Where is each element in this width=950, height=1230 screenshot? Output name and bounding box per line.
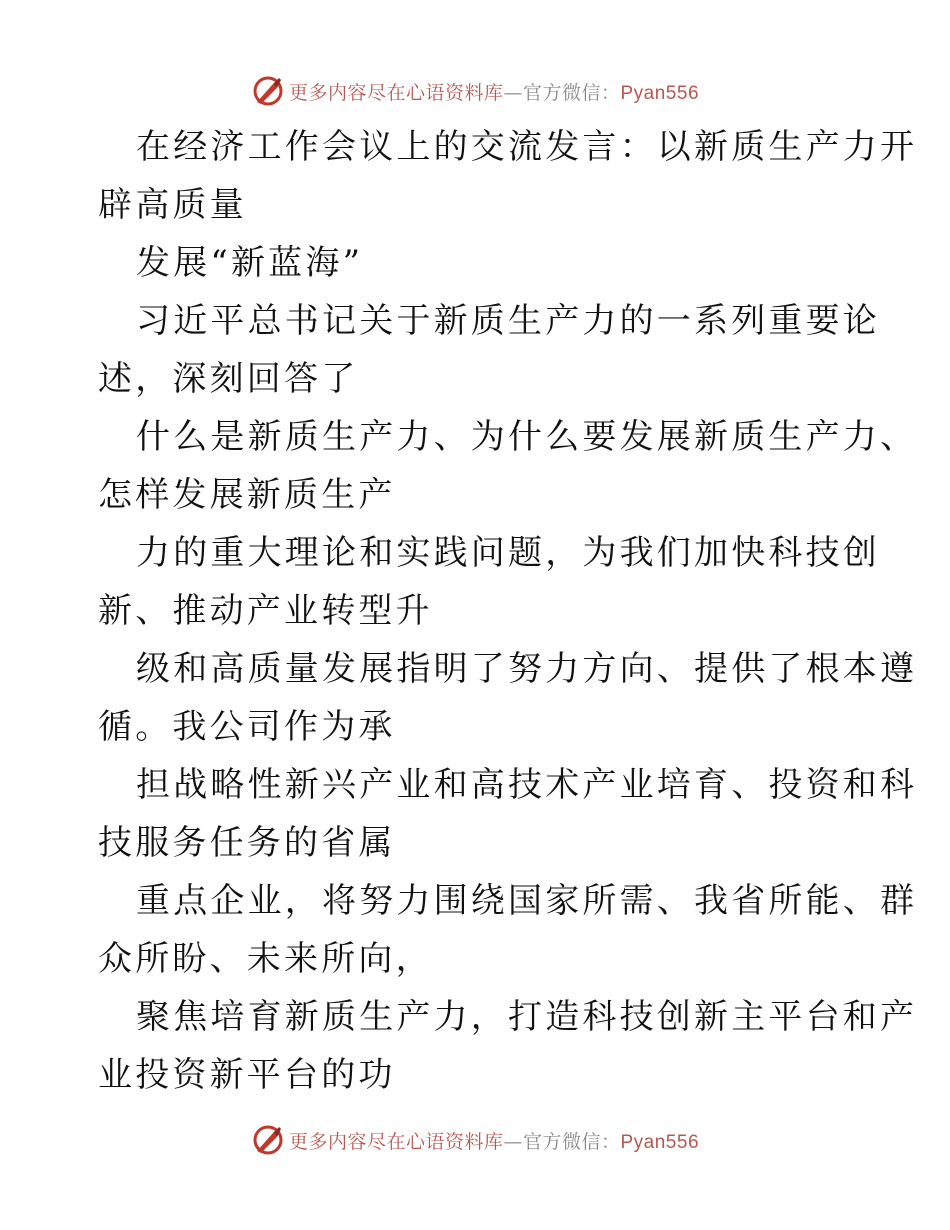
text-line: 聚焦培育新质生产力，打造科技创新主平台和产 bbox=[136, 997, 918, 1037]
text-line: 在经济工作会议上的交流发言：以新质生产力开 bbox=[136, 127, 918, 167]
text-line: 发展“新蓝海” bbox=[136, 243, 364, 283]
header-banner bbox=[0, 71, 950, 111]
banner-wechat-id: Pyan556 bbox=[620, 82, 700, 104]
text-line: 习近平总书记关于新质生产力的一系列重要论 bbox=[136, 301, 880, 341]
text-line: 述，深刻回答了 bbox=[98, 359, 359, 399]
banner-text bbox=[289, 1127, 699, 1154]
banner-text bbox=[289, 78, 699, 105]
text-line: 辟高质量 bbox=[98, 185, 247, 225]
text-line: 怎样发展新质生产 bbox=[98, 475, 396, 515]
footer-banner bbox=[0, 1120, 950, 1160]
text-line: 级和高质量发展指明了努力方向、提供了根本遵 bbox=[136, 649, 918, 689]
text-line: 众所盼、未来所向， bbox=[98, 939, 433, 979]
text-line: 担战略性新兴产业和高技术产业培育、投资和科 bbox=[136, 765, 918, 805]
text-line: 技服务任务的省属 bbox=[98, 823, 396, 863]
pen-logo-icon bbox=[251, 74, 285, 108]
document-body bbox=[98, 118, 918, 1104]
banner-wechat-id: Pyan556 bbox=[620, 1131, 700, 1153]
text-line: 新、推动产业转型升 bbox=[98, 591, 433, 631]
text-line: 重点企业，将努力围绕国家所需、我省所能、群 bbox=[136, 881, 918, 921]
banner-title: 更多内容尽在心语资料库 bbox=[288, 81, 504, 104]
text-line: 循。我公司作为承 bbox=[98, 707, 396, 747]
text-line: 业投资新平台的功 bbox=[98, 1055, 396, 1095]
banner-dash: — bbox=[503, 1130, 523, 1153]
text-line: 力的重大理论和实践问题，为我们加快科技创 bbox=[136, 533, 880, 573]
pen-logo-icon bbox=[251, 1123, 285, 1157]
banner-title: 更多内容尽在心语资料库 bbox=[288, 1130, 504, 1153]
banner-wechat-label: 官方微信： bbox=[522, 81, 621, 104]
banner-dash: — bbox=[503, 81, 523, 104]
text-line: 什么是新质生产力、为什么要发展新质生产力、 bbox=[136, 417, 918, 457]
banner-wechat-label: 官方微信： bbox=[522, 1130, 621, 1153]
